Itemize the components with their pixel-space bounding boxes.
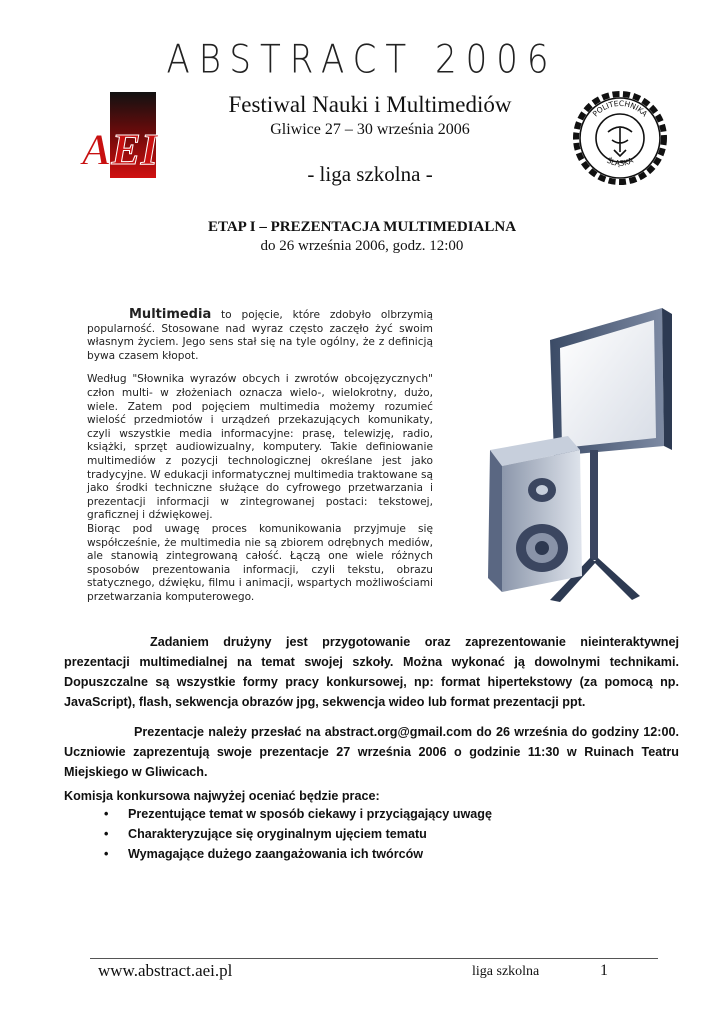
intro-lead-rest: to pojęcie, które zdobyło olbrzymią popularność. Stosowane nad wyraz często zaczęło żyć swoim własnym życiem. Jego sens stał się na tyle ogólny, że z definicją bywa czasem kłopot. xyxy=(87,309,433,362)
league-label: - liga szkolna - xyxy=(307,162,433,186)
aei-logo xyxy=(80,92,158,184)
intro-paragraph-2: Według "Słownika wyrazów obcych i zwrotów obcojęzycznych" człon multi- w złożeniach oznacza wielo-, wielokrotny, dużo, wiele. Zatem pod pojęciem multimedia możemy rozumieć wielość przedmiotów i urządzeń przekazujących komunikaty, czyli wszystkie media informacyjne: prasę, telewizję, radio, książki, sprzęt audiowizualny, komputery. Takie definiowanie multimediów z pozycji technologicznej określane jest jako tradycyjne. W edukacji informatycznej multimedia traktowane są jako środki techniczne służące do cyfrowego przetwarzania i prezentacji informacji w zintegrowanej postaci: tekstowej, graficznej i dźwiękowej. xyxy=(87,373,433,522)
aei-logo-text: AEI xyxy=(82,125,158,174)
stage-deadline: do 26 września 2006, godz. 12:00 xyxy=(260,238,464,254)
footer-divider xyxy=(90,958,658,959)
list-item: • Charakteryzujące się oryginalnym ujęciem tematu xyxy=(104,824,604,844)
multimedia-illustration xyxy=(450,300,675,610)
page-number: 1 xyxy=(600,962,608,979)
task-paragraph-2: Prezentacje należy przesłać na abstract.org@gmail.com do 26 września do godziny 12:00. Uczniowie zaprezentują swoje prezentacje 27 września 2006 o godzinie 11:30 w Ruinach Teatru Miejskiego w Gliwicach. xyxy=(64,725,679,779)
intro-paragraph-1 xyxy=(87,308,433,363)
bullet-icon: • xyxy=(104,847,109,861)
task-description xyxy=(64,632,679,792)
criteria-list xyxy=(104,804,604,864)
document-title: ABSTRACT 2006 xyxy=(166,37,558,83)
polsl-logo-bottom-text: ŚLĄSKA xyxy=(605,155,635,168)
footer-label: liga szkolna xyxy=(472,964,540,979)
intro-paragraph-3: Biorąc pod uwagę proces komunikowania przyjmuje się współcześnie, że multimedia nie są zbiorem odrębnych mediów, ale stanowią zintegrowaną całość. Łączą one wiele różnych sposobów prezentowania informacji, czyli tekstu, obrazu statycznego, dźwięku, filmu i animacji, wspartych możliwościami przetwarzania komputerowego. xyxy=(87,522,433,603)
festival-subtitle: Festiwal Nauki i Multimediów xyxy=(228,92,512,117)
bullet-icon: • xyxy=(104,827,109,841)
footer-url: www.abstract.aei.pl xyxy=(98,961,233,980)
intro-text xyxy=(87,308,433,614)
bullet-icon: • xyxy=(104,807,109,821)
polsl-logo-top-text: POLITECHNIKA xyxy=(590,98,650,119)
list-item: • Wymagające dużego zaangażowania ich twórców xyxy=(104,844,604,864)
svg-text:ŚLĄSKA xyxy=(605,155,635,168)
list-item: • Prezentujące temat w sposób ciekawy i przyciągający uwagę xyxy=(104,804,604,824)
festival-dates: Gliwice 27 – 30 września 2006 xyxy=(270,121,470,138)
stage-title: ETAP I – PREZENTACJA MULTIMEDIALNA xyxy=(207,219,517,235)
jury-heading: Komisja konkursowa najwyżej oceniać będzie prace: xyxy=(64,789,380,803)
task-paragraph-1: Zadaniem drużyny jest przygotowanie oraz zaprezentowanie nieinteraktywnej prezentacji multimedialnej na temat swojej szkoły. Można wykonać ją dowolnymi technikami. Dopuszczalne są wszystkie formy pracy konkursowej, np: format hipertekstowy (za pomocą np. JavaScript), flash, sekwencja obrazów jpg, sekwencja wideo lub format prezentacji ppt. xyxy=(64,635,679,709)
politechnika-slaska-logo xyxy=(570,88,670,188)
intro-lead-word: Multimedia xyxy=(129,307,212,322)
